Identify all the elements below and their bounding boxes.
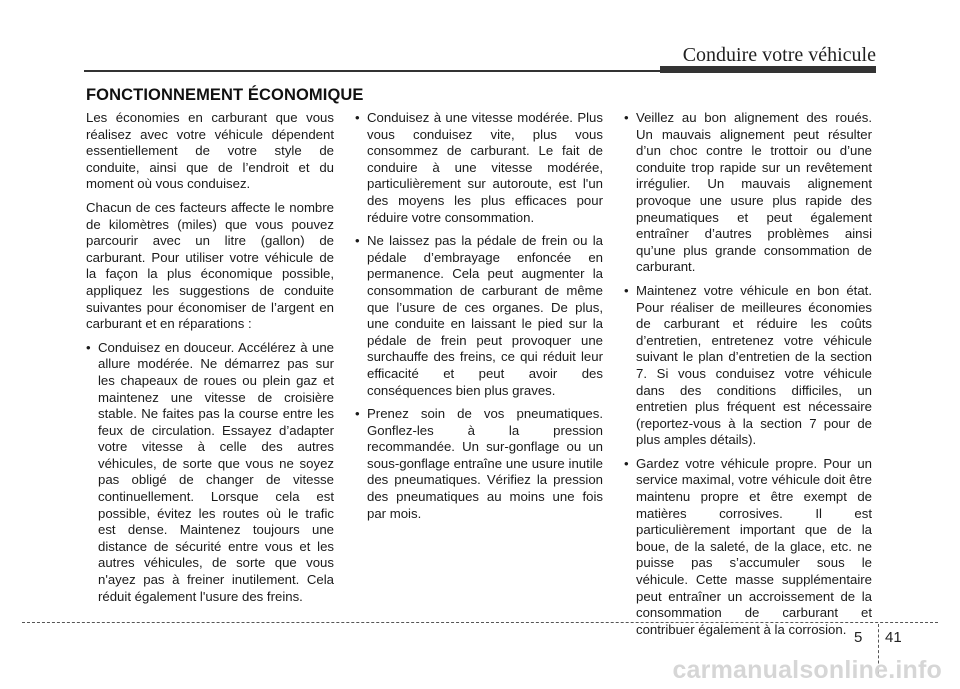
bullet-icon: • [355, 233, 360, 249]
list-item-text: Conduisez à une vitesse modérée. Plus vous conduisez vite, plus vous consommez de carburant. Le fait de conduire à une vitesse modérée, particulièrement sur autoroute, est l'un des moyens les plus efficaces pour réduire votre consommation. [367, 110, 603, 225]
list-item [355, 110, 603, 226]
list-item [355, 406, 603, 522]
bullet-icon: • [624, 110, 629, 125]
text-column-2 [355, 110, 603, 529]
header-rule [84, 70, 664, 72]
footer-dashed-rule [22, 622, 938, 623]
list-item [624, 110, 872, 276]
text-column-1 [86, 110, 334, 612]
text-column-3 [624, 110, 872, 645]
list-item [86, 340, 334, 606]
section-title: FONCTIONNEMENT ÉCONOMIQUE [86, 86, 364, 104]
bullet-icon: • [86, 339, 91, 355]
bullet-icon: • [355, 110, 360, 125]
bullet-icon: • [355, 406, 360, 422]
list-item-text: Maintenez votre véhicule en bon état. Pour réaliser de meilleures économies de carburant et réduire les coûts d’entretien, entretenez votre véhicule suivant le plan d’entretien de la section 7. Si vous conduisez votre véhicule dans des conditions difficiles, un entretien plus fréquent est nécessaire (reportez-vous à la section 7 pour de plus amples détails). [636, 282, 872, 448]
bullet-icon: • [624, 282, 629, 298]
bullet-icon: • [624, 455, 629, 471]
bullet-list [355, 110, 603, 522]
paragraph: Chacun de ces facteurs affecte le nombre de kilomètres (miles) que vous pouvez parcourir avec un litre (gallon) de carburant. Pour utiliser votre véhicule de la façon la plus économique possible, appliquez les suggestions de conduite suivantes pour économiser de l’argent en carburant et en réparations : [86, 199, 334, 332]
list-item-text: Gardez votre véhicule propre. Pour un service maximal, votre véhicule doit être maintenu propre et être exempt de matières corrosives. Il est particulièrement important que de la boue, de la saleté, de la glace, etc. ne puisse pas s’accumuler sous le véhicule. Cette masse supplémentaire peut entraîner un accroissement de la consommation de carburant et contribuer également à la corrosion. [636, 455, 872, 637]
list-item-text: Prenez soin de vos pneumatiques. Gonflez-les à la pression recommandée. Un sur-gonflage ou un sous-gonflage entraîne une usure inutile des pneumatiques. Vérifiez la pression des pneumatiques au moins une fois par mois. [367, 406, 603, 521]
list-item [624, 456, 872, 639]
paragraph: Les économies en carburant que vous réalisez avec votre véhicule dépendent essentiellement de votre style de conduite, ainsi que de l’endroit et du moment où vous conduisez. [86, 110, 334, 192]
list-item-text: Ne laissez pas la pédale de frein ou la pédale d’embrayage enfoncée en permanence. Cela peut augmenter la consommation de carburant de même que l’usure de ces organes. De plus, une conduite en laissant le pied sur la pédale de frein peut provoquer une surchauffe des freins, ce qui réduit leur efficacité et peut avoir des conséquences bien plus graves. [367, 233, 603, 398]
running-header: Conduire votre véhicule [682, 44, 876, 66]
page-number: 41 [885, 629, 902, 646]
list-item [624, 283, 872, 449]
bullet-list [624, 110, 872, 638]
list-item [355, 233, 603, 399]
watermark: carmanualsonline.info [672, 656, 942, 684]
chapter-number: 5 [854, 629, 863, 646]
header-rule-bar [660, 66, 876, 73]
list-item-text: Veillez au bon alignement des roués. Un mauvais alignement peut résulter d’un choc contre le trottoir ou d’une conduite trop rapide sur un revêtement irrégulier. Un mauvais alignement provoque une usure plus rapide des pneumatiques et peut également entraîner d’autres problèmes ainsi qu’une plus grande consommation de carburant. [636, 110, 872, 275]
bullet-list [86, 340, 334, 606]
list-item-text: Conduisez en douceur. Accélérez à une allure modérée. Ne démarrez pas sur les chapeaux de roues ou plein gaz et maintenez une vitesse de croisière stable. Ne faites pas la course entre les feux de circulation. Essayez d’adapter votre vitesse à celle des autres véhicules, de sorte que vous ne soyez pas obligé de changer de vitesse continuellement. Lorsque cela est possible, évitez les routes où le trafic est dense. Maintenez toujours une distance de sécurité entre vous et les autres véhicules, de sorte que vous n'ayez pas à freiner inutilement. Cela réduit également l'usure des freins. [98, 339, 334, 604]
